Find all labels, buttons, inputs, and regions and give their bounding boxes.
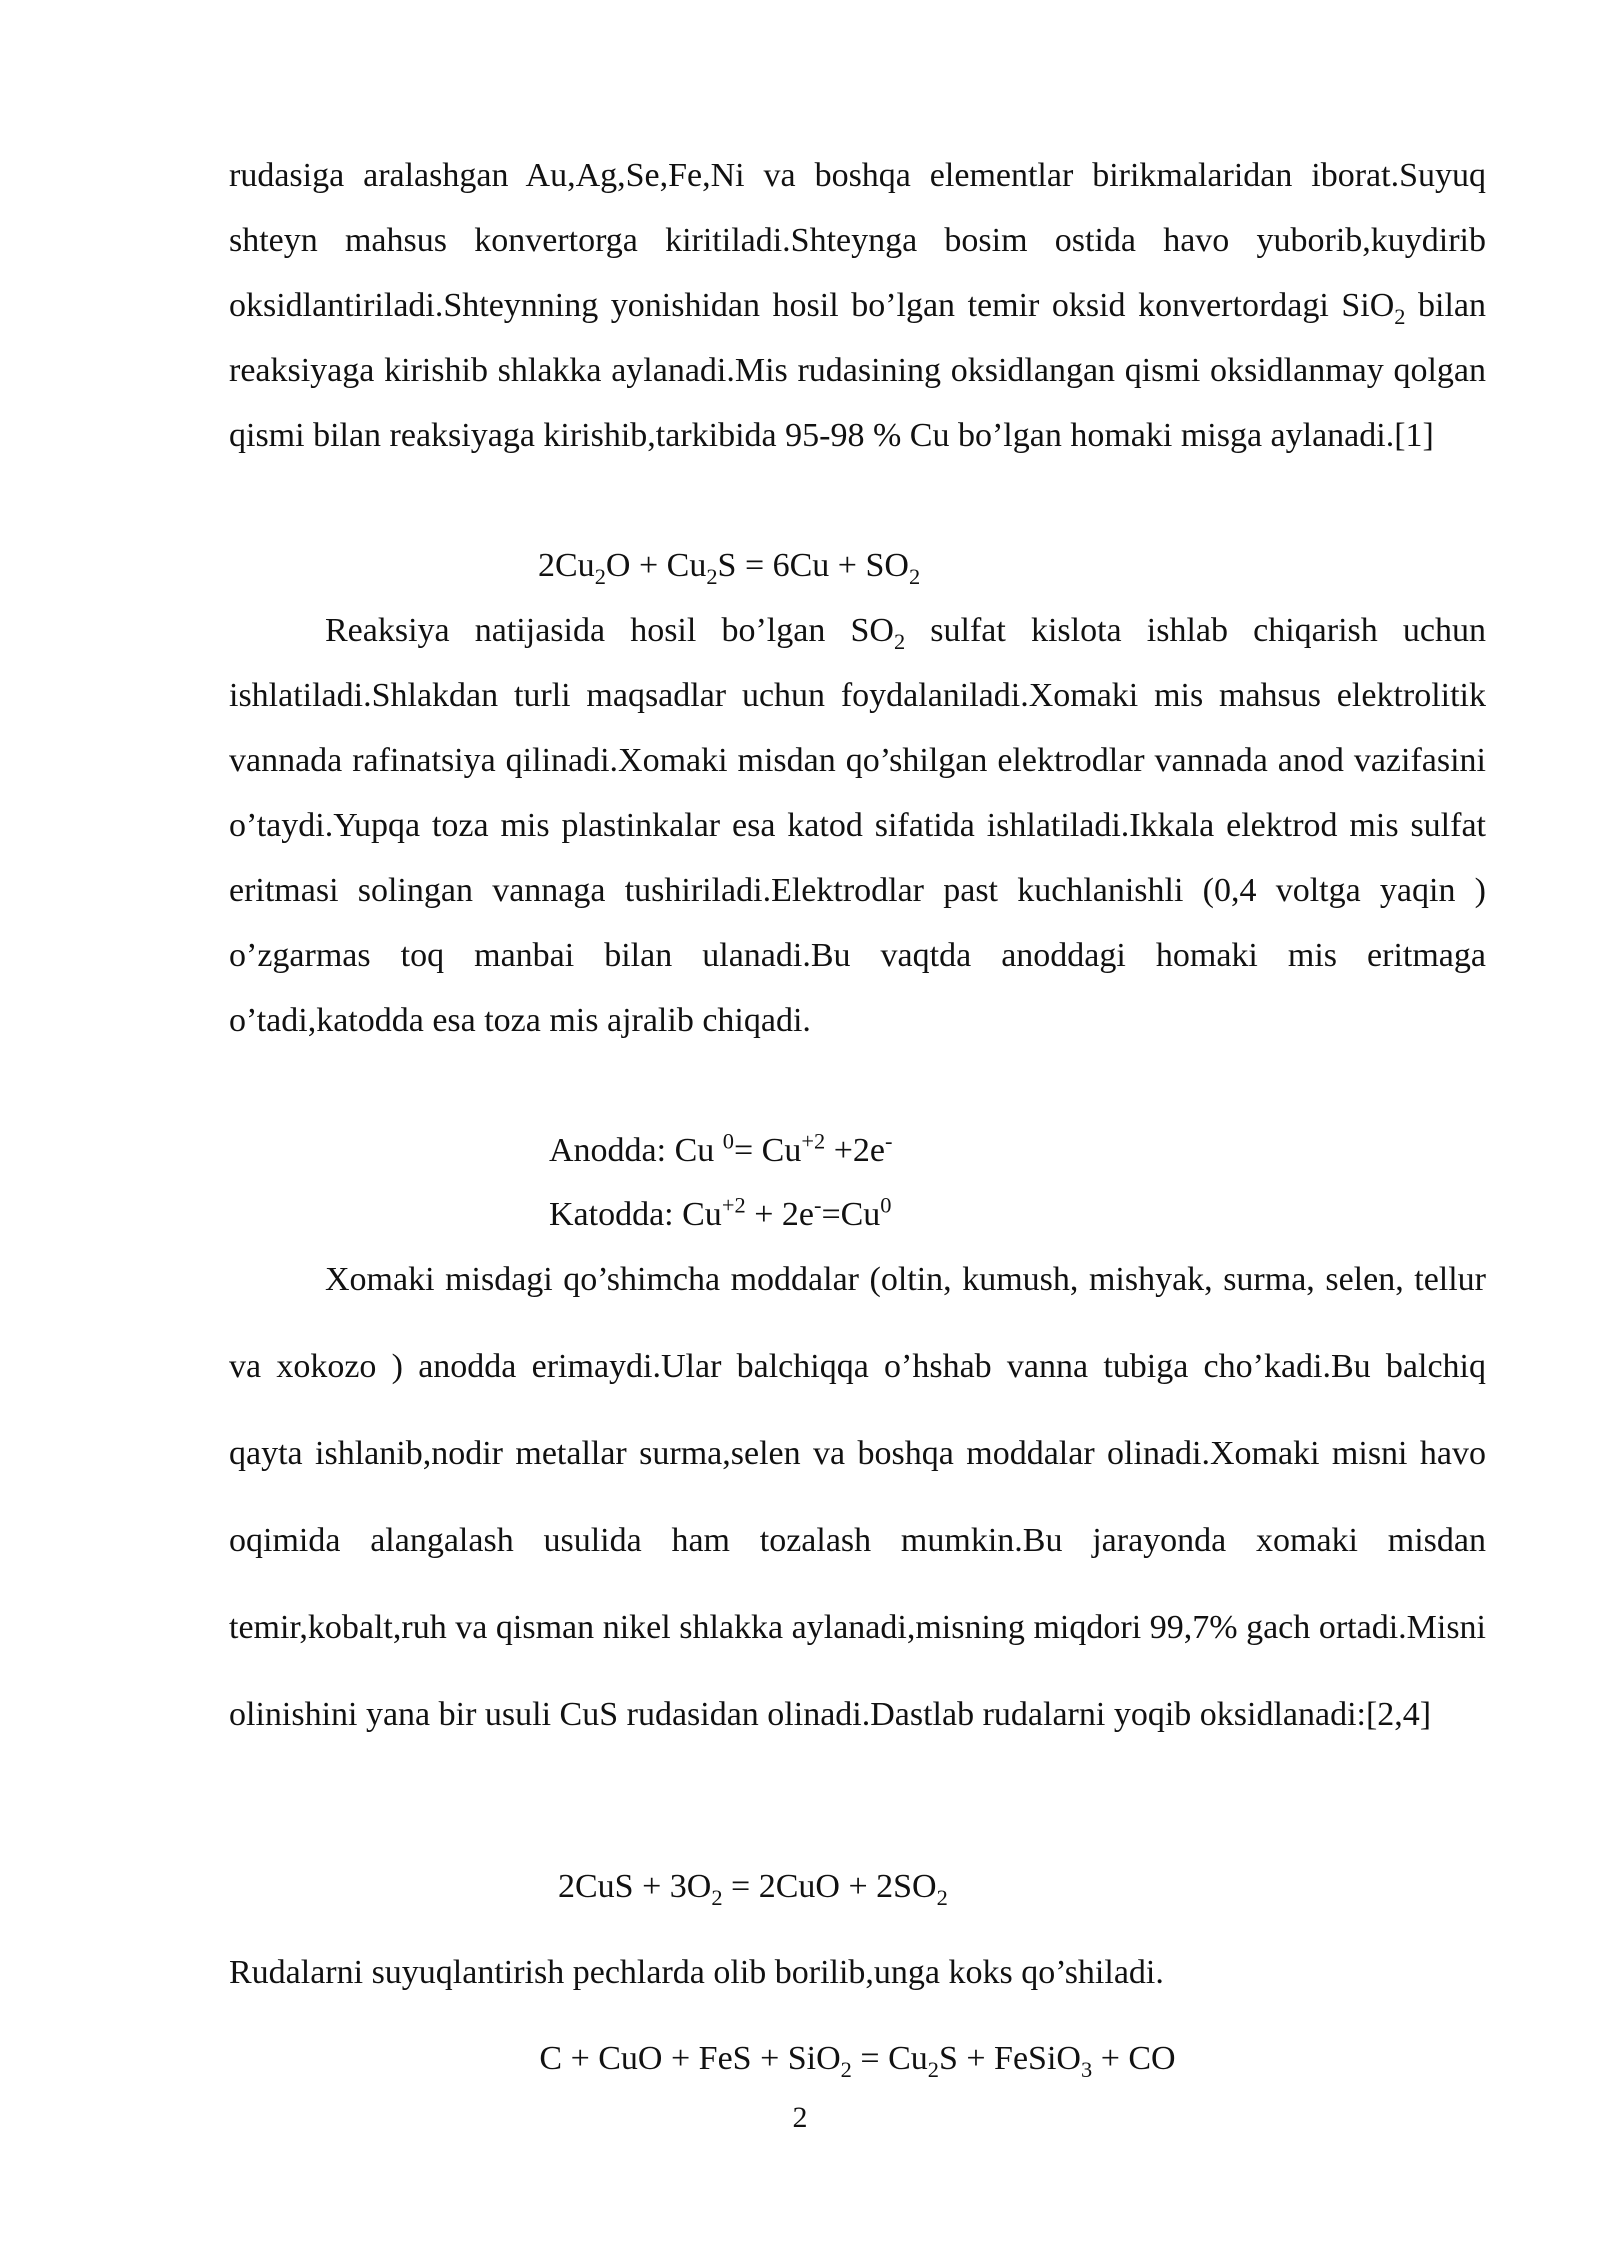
paragraph-1: rudasiga aralashgan Au,Ag,Se,Fe,Ni va boshqa elementlar birikmalaridan iborat.Suyuq shteyn mahsus konvertorga kiritiladi.Shteynga bosim ostida havo yuborib,kuydirib oksidlantiriladi.Shteynning yonishidan hosil bo’lgan temir oksid konvertordagi SiO$_2$ bilan reaksiyaga kirishib shlakka aylanadi.Mis rudasining oksidlangan qismi oksidlanmay qolgan qismi bilan reaksiyaga kirishib,tarkibida 95-98 % Cu bo’lgan homaki misga aylanadi.[1] bbox=[229, 157, 1487, 454]
paragraph-1-block bbox=[229, 143, 1486, 468]
paragraph-4: Rudalarni suyuqlantirish pechlarda olib borilib,unga koks qo’shiladi. bbox=[229, 1954, 1164, 1991]
paragraph-3: Xomaki misdagi qo’shimcha moddalar (oltin, kumush, mishyak, surma, selen, tellur va xokozo ) anodda erimaydi.Ular balchiqqa o’hshab vanna tubiga cho’kadi.Bu balchiq qayta ishlanib,nodir metallar surma,selen va boshqa moddalar olinadi.Xomaki misni havo oqimida alangalash usulida ham tozalash mumkin.Bu jarayonda xomaki misdan temir,kobalt,ruh va qisman nikel shlakka aylanadi,misning miqdori 99,7% gach ortadi.Misni olinishini yana bir usuli CuS rudasidan olinadi.Dastlab rudalarni yoqib oksidlanadi:[2,4] bbox=[229, 1261, 1486, 1733]
page-number: 2 bbox=[792, 2101, 808, 2134]
equation-copper-oxide: $2Cu_2O + Cu_2S = 6Cu + SO_2$ bbox=[538, 547, 921, 589]
equation-cathode: Katodda: $Cu^{+2} + 2e^-=Cu^0$ bbox=[549, 1192, 892, 1233]
paragraph-2: Reaksiya natijasida hosil bo’lgan $SO_2$ sulfat kislota ishlab chiqarish uchun ishlatiladi.Shlakdan turli maqsadlar uchun foydalaniladi.Xomaki mis mahsus elektrolitik vannada rafinatsiya qilinadi.Xomaki misdan qo’shilgan elektrodlar vannada anod vazifasini o’taydi.Yupqa toza mis plastinkalar esa katod sifatida ishlatiladi.Ikkala elektrod mis sulfat eritmasi solingan vannaga tushiriladi.Elektrodlar past kuchlanishli (0,4 voltga yaqin ) o’zgarmas toq manbai bilan ulanadi.Bu vaqtda anoddagi homaki mis eritmaga o’tadi,katodda esa toza mis ajralib chiqadi. bbox=[229, 612, 1486, 1039]
equation-smelting: C + CuO + FeS + $SiO_2 = Cu_2S$ + FeSiO$_3$ + CO bbox=[539, 2040, 1176, 2082]
equation-anode: Anodda: Cu $^0= Cu^{+2} +2e^-$ bbox=[549, 1128, 893, 1169]
equation-cus-oxidation: $2CuS + 3O_2 = 2CuO + 2SO_2$ bbox=[558, 1868, 948, 1910]
paragraph-2-block bbox=[229, 598, 1486, 1053]
paragraph-3-block bbox=[229, 1236, 1486, 1758]
